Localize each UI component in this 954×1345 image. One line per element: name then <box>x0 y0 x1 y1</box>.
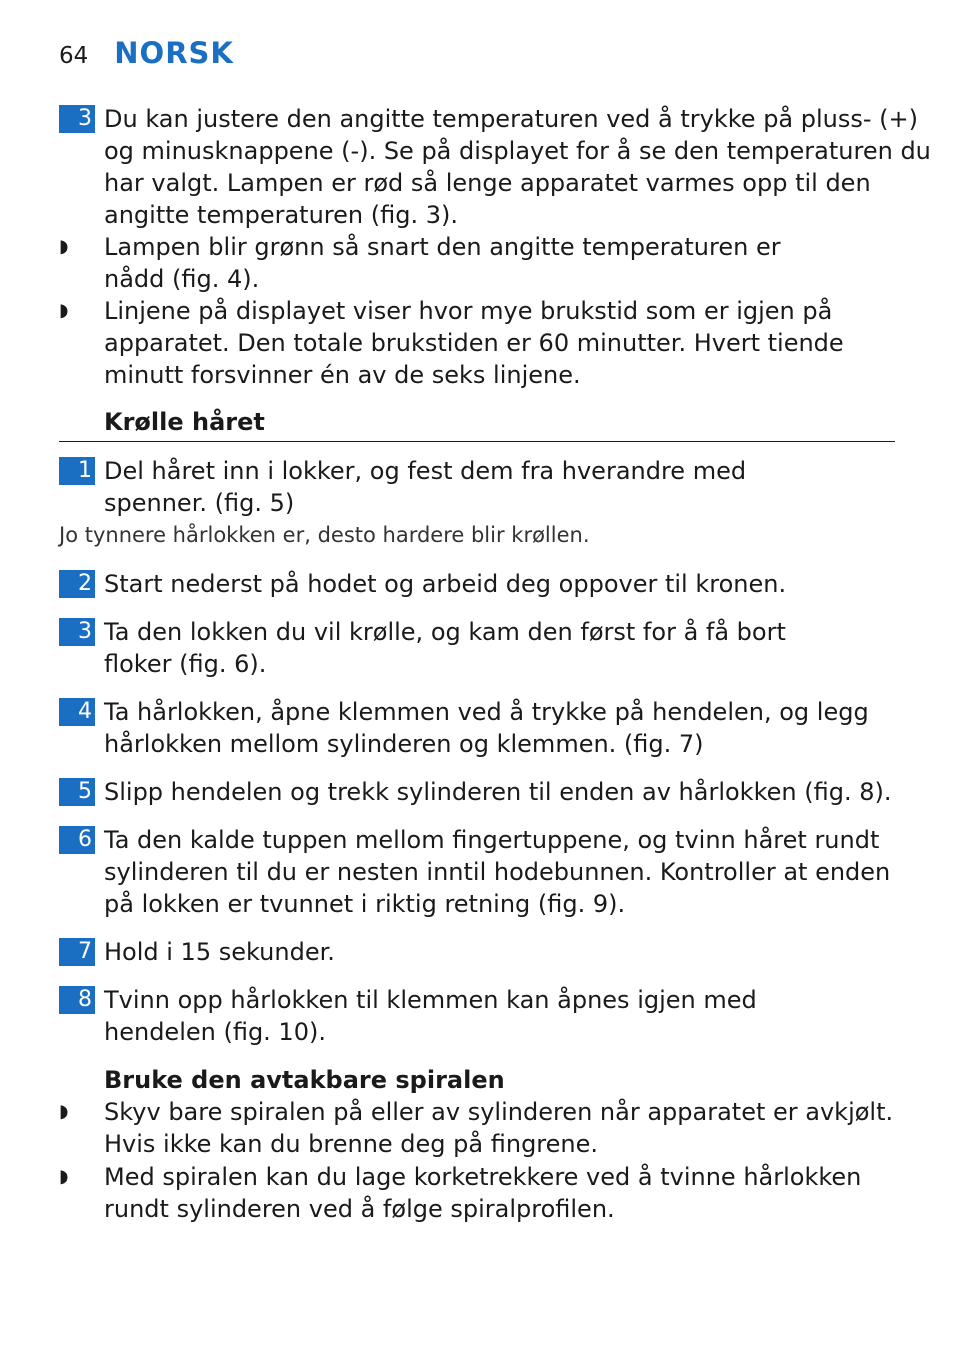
step-text-line: hårlokken mellom sylinderen og klemmen. (fig. 7) <box>104 730 704 758</box>
bullet-icon: ◗ <box>59 300 69 321</box>
page-number: 64 <box>59 43 89 69</box>
step-text-line: Tvinn opp hårlokken til klemmen kan åpnes igjen med <box>104 986 757 1014</box>
step-text-line: angitte temperaturen (fig. 3). <box>104 201 458 229</box>
bullet-text-line: nådd (fig. 4). <box>104 265 260 293</box>
step-text-line: Slipp hendelen og trekk sylinderen til enden av hårlokken (fig. 8). <box>104 778 892 806</box>
step-number-badge: 5 <box>59 778 95 806</box>
bullet-text-line: Lampen blir grønn så snart den angitte temperaturen er <box>104 233 781 261</box>
step-number-badge: 3 <box>59 618 95 646</box>
step-number-badge: 1 <box>59 457 95 485</box>
step-text-line: på lokken er tvunnet i riktig retning (fig. 9). <box>104 890 626 918</box>
language-title: NORSK <box>114 36 234 70</box>
bullet-text-line: Linjene på displayet viser hvor mye brukstid som er igjen på <box>104 297 833 325</box>
bullet-text-line: Skyv bare spiralen på eller av sylinderen når apparatet er avkjølt. <box>104 1098 894 1126</box>
step-text-line: Du kan justere den angitte temperaturen ved å trykke på pluss- (+) <box>104 105 919 133</box>
section-heading-curl-hair: Krølle håret <box>104 408 265 436</box>
step-text-line: har valgt. Lampen er rød så lenge apparatet varmes opp til den <box>104 169 871 197</box>
step-number-badge: 3 <box>59 105 95 133</box>
step-number-badge: 6 <box>59 826 95 854</box>
step-text-line: og minusknappene (-). Se på displayet for å se den temperaturen du <box>104 137 931 165</box>
section-heading-spiral: Bruke den avtakbare spiralen <box>104 1066 505 1094</box>
bullet-icon: ◗ <box>59 1166 69 1187</box>
step-number-badge: 4 <box>59 698 95 726</box>
step-text-line: Start nederst på hodet og arbeid deg oppover til kronen. <box>104 570 787 598</box>
bullet-text-line: rundt sylinderen ved å følge spiralprofilen. <box>104 1195 615 1223</box>
step-text-line: Ta hårlokken, åpne klemmen ved å trykke på hendelen, og legg <box>104 698 869 726</box>
bullet-text-line: Med spiralen kan du lage korketrekkere ved å tvinne hårlokken <box>104 1163 862 1191</box>
step-number-badge: 8 <box>59 986 95 1014</box>
step-text-line: floker (fig. 6). <box>104 650 267 678</box>
bullet-icon: ◗ <box>59 1101 69 1122</box>
step-text-line: hendelen (fig. 10). <box>104 1018 326 1046</box>
bullet-text-line: apparatet. Den totale brukstiden er 60 minutter. Hvert tiende <box>104 329 844 357</box>
step-text-line: sylinderen til du er nesten inntil hodebunnen. Kontroller at enden <box>104 858 891 886</box>
step-number-badge: 2 <box>59 570 95 598</box>
bullet-icon: ◗ <box>59 236 69 257</box>
step-text-line: Del håret inn i lokker, og fest dem fra hverandre med <box>104 457 747 485</box>
step-number-badge: 7 <box>59 938 95 966</box>
step-text-line: Hold i 15 sekunder. <box>104 938 335 966</box>
bullet-text-line: minutt forsvinner én av de seks linjene. <box>104 361 581 389</box>
bullet-text-line: Hvis ikke kan du brenne deg på fingrene. <box>104 1130 599 1158</box>
tip-note: Jo tynnere hårlokken er, desto hardere blir krøllen. <box>59 523 590 547</box>
step-text-line: Ta den kalde tuppen mellom fingertuppene, og tvinn håret rundt <box>104 826 880 854</box>
step-text-line: Ta den lokken du vil krølle, og kam den først for å få bort <box>104 618 786 646</box>
step-text-line: spenner. (fig. 5) <box>104 489 295 517</box>
page-header <box>59 36 234 72</box>
section-divider <box>59 441 895 442</box>
